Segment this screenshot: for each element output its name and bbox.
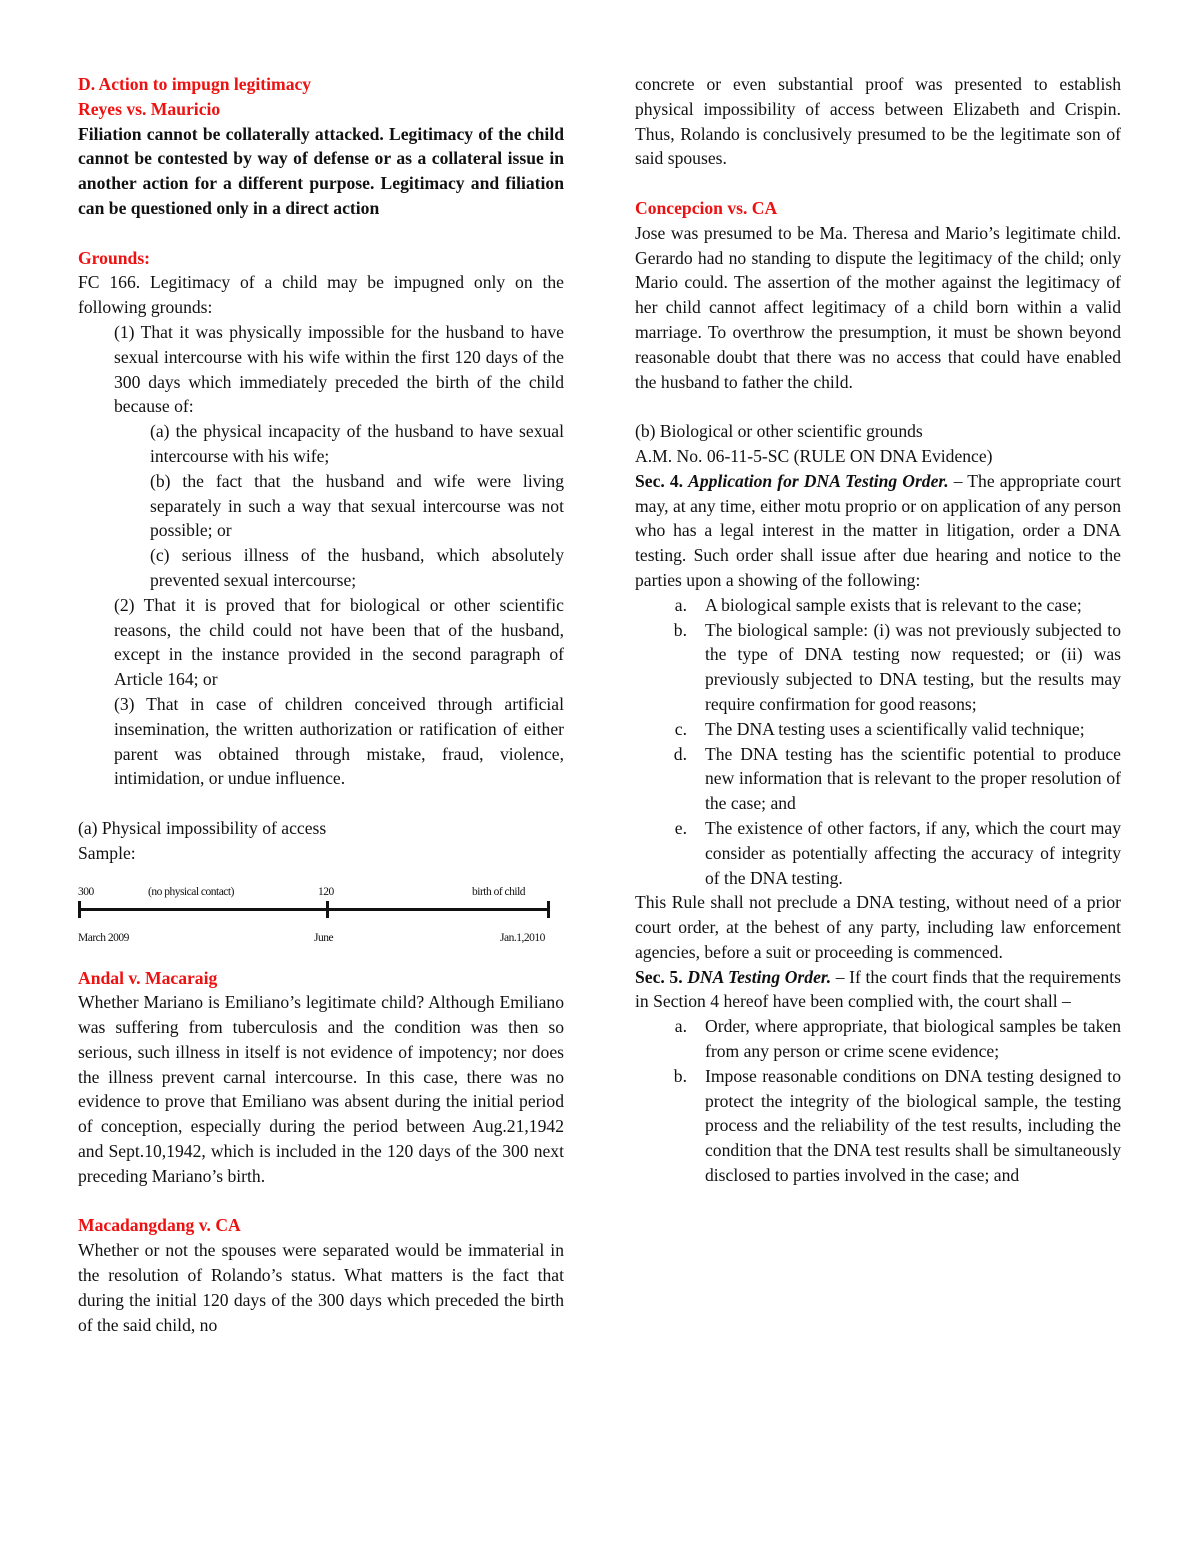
ground-1a: (a) the physical incapacity of the husband to have sexual intercourse with his wife; <box>150 421 564 466</box>
case-title-reyes: Reyes vs. Mauricio <box>78 98 221 119</box>
subsection-b-title: (b) Biological or other scientific grounds <box>635 421 923 442</box>
rule-note: This Rule shall not preclude a DNA testing, without need of a prior court order, at the behest of any party, including law enforcement agencies, before a suit or proceeding is commenced. <box>635 892 1121 962</box>
sec5-title: DNA Testing Order. <box>687 966 832 987</box>
ground-1c: (c) serious illness of the husband, which absolutely prevented sexual intercourse; <box>150 545 564 590</box>
case-title-concepcion: Concepcion vs. CA <box>635 197 778 218</box>
ground-1: (1) That it was physically impossible for the husband to have sexual intercourse with his wife within the first 120 days of the 300 days which immediately preceded the birth of the child because of: <box>114 321 564 417</box>
list-item <box>635 1014 1121 1064</box>
timeline-march: March 2009 <box>78 931 129 944</box>
list-text: Order, where appropriate, that biological samples be taken from any person or crime scene evidence; <box>705 1016 1121 1062</box>
list-item <box>635 593 1121 618</box>
ground-1b: (b) the fact that the husband and wife were living separately in such a way that sexual intercourse was not possible; or <box>150 470 564 541</box>
timeline-300: 300 <box>78 885 94 898</box>
sec4-body: – The appropriate court may, at any time, either motu proprio or on application of any person who has a legal interest in the matter in litigation, order a DNA testing. Such order shall issue after due hearing and notice to the parties upon a showing of the following: <box>635 470 1122 590</box>
list-marker: d. <box>673 743 687 764</box>
sec4-title: Application for DNA Testing Order. <box>688 470 949 491</box>
list-item <box>635 742 1121 816</box>
timeline-tick-end <box>547 901 550 918</box>
left-column <box>78 72 564 1337</box>
sec5-number: Sec. 5. <box>635 966 683 987</box>
list-marker: b. <box>673 1065 687 1086</box>
list-text: The DNA testing uses a scientifically valid technique; <box>705 718 1085 739</box>
section-heading: D. Action to impugn legitimacy <box>78 74 312 94</box>
timeline-tick-start <box>78 901 81 918</box>
list-text: The existence of other factors, if any, which the court may consider as potentially affecting the accuracy of integrity of the DNA testing. <box>705 817 1121 888</box>
sec5-paragraph <box>635 965 1121 1015</box>
sec5-body: – If the court finds that the requirements in Section 4 hereof have been complied with, the court shall – <box>635 966 1121 1012</box>
timeline-birth: birth of child <box>472 885 526 898</box>
list-text: A biological sample exists that is relevant to the case; <box>705 594 1082 615</box>
timeline-line <box>78 908 550 911</box>
list-marker: a. <box>674 1016 687 1037</box>
case-body-macadangdang: Whether or not the spouses were separated would be immaterial in the resolution of Rolando’s status. What matters is the fact that during the initial 120 days of the 300 days which preceded the birth of the said child, no <box>78 1240 564 1335</box>
list-item <box>635 618 1121 717</box>
sec4-paragraph <box>635 469 1121 593</box>
subsection-a-title: (a) Physical impossibility of access <box>78 817 327 838</box>
list-text: The biological sample: (i) was not previously subjected to the type of DNA testing now requested; or (ii) was previously subjected to DNA testing, but the results may require confirmation for good reasons; <box>705 619 1121 714</box>
timeline-diagram <box>78 874 558 954</box>
case-body-concepcion: Jose was presumed to be Ma. Theresa and Mario’s legitimate child. Gerardo had no standing to dispute the legitimacy of the child; only Mario could. The assertion of the mother against the legitimacy of her child cannot affect legitimacy of a child born within a valid marriage. To overthrow the presumption, it must be shown beyond reasonable doubt that there was no access that could have enabled the husband to father the child. <box>635 222 1121 392</box>
list-marker: e. <box>674 817 687 838</box>
list-item <box>635 717 1121 742</box>
grounds-title: Grounds: <box>78 247 151 268</box>
ground-2: (2) That it is proved that for biological or other scientific reasons, the child could not have been that of the husband, except in the instance provided in the second paragraph of Article 164; or <box>114 594 564 690</box>
timeline-120: 120 <box>318 885 334 898</box>
list-marker: c. <box>674 718 687 739</box>
rule-reference: A.M. No. 06-11-5-SC (RULE ON DNA Evidence) <box>635 445 993 466</box>
right-column <box>635 72 1121 1188</box>
list-item <box>635 816 1121 890</box>
sample-label: Sample: <box>78 842 136 863</box>
timeline-jan: Jan.1,2010 <box>500 931 545 944</box>
timeline-tick-mid <box>326 901 329 918</box>
list-item <box>635 1064 1121 1188</box>
list-marker: b. <box>673 619 687 640</box>
timeline-june: June <box>314 931 334 944</box>
case-body-andal: Whether Mariano is Emiliano’s legitimate child? Although Emiliano was suffering from tuberculosis and the condition was then so serious, such illness in itself is not evidence of impotency; nor does the illness prevent carnal intercourse. In this case, there was no evidence to prove that Emiliano was absent during the initial period of conception, especially during the period between Aug.21,1942 and Sept.10,1942, which is included in the 120 days of the 300 next preceding Mariano’s birth. <box>78 992 564 1186</box>
ground-3: (3) That in case of children conceived through artificial insemination, the written authorization or ratification of either parent was obtained through mistake, fraud, violence, intimidation, or undue influence. <box>114 693 564 789</box>
fc166-intro: FC 166. Legitimacy of a child may be impugned only on the following grounds: <box>78 272 564 318</box>
sec4-number: Sec. 4. <box>635 470 684 491</box>
list-text: The DNA testing has the scientific potential to produce new information that is relevant to the proper resolution of the case; and <box>705 743 1121 814</box>
case-body-reyes: Filiation cannot be collaterally attacked. Legitimacy of the child cannot be contested by way of defense or as a collateral issue in another action for a different purpose. Legitimacy and filiation can be questioned only in a direct action <box>78 123 564 218</box>
case-body-macadangdang-cont: concrete or even substantial proof was presented to establish physical impossibility of access between Elizabeth and Crispin. Thus, Rolando is conclusively presumed to be the legitimate son of said spouses. <box>635 74 1121 169</box>
timeline-no-contact: (no physical contact) <box>148 885 234 898</box>
case-title-macadangdang: Macadangdang v. CA <box>78 1215 241 1236</box>
case-title-andal: Andal v. Macaraig <box>78 967 218 988</box>
list-text: Impose reasonable conditions on DNA testing designed to protect the integrity of the biological sample, the testing process and the reliability of the test results, including the condition that the DNA test results shall be simultaneously disclosed to parties involved in the case; and <box>705 1065 1121 1186</box>
list-marker: a. <box>674 594 687 615</box>
